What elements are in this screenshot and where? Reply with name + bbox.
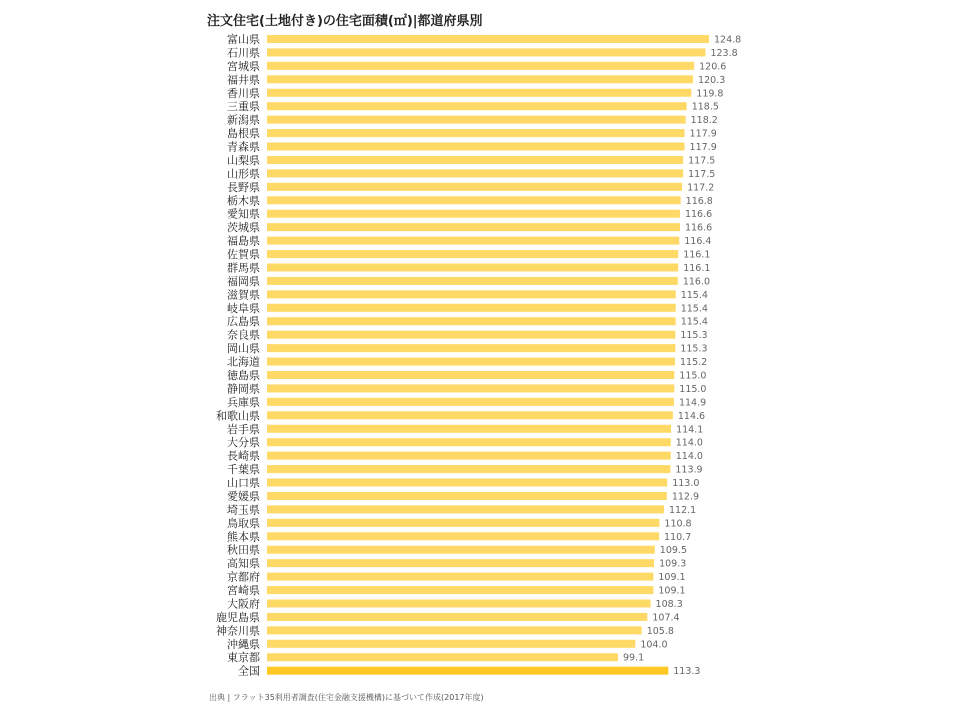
bar — [267, 532, 659, 540]
value-label: 114.0 — [675, 451, 703, 463]
value-label: 112.9 — [671, 491, 700, 503]
category-label: 茨城県 — [227, 221, 260, 235]
value-label: 117.5 — [688, 155, 716, 167]
value-label: 115.2 — [680, 357, 708, 369]
bar — [267, 344, 675, 352]
bar — [267, 35, 709, 43]
bar — [267, 250, 678, 258]
value-label: 114.0 — [675, 437, 703, 449]
category-label: 青森県 — [227, 140, 260, 154]
category-label: 鳥取県 — [227, 516, 260, 530]
category-label: 秋田県 — [227, 543, 260, 557]
category-label: 三重県 — [227, 100, 260, 114]
value-label: 105.8 — [646, 625, 674, 637]
category-label: 和歌山県 — [216, 409, 260, 423]
category-label: 全国 — [238, 664, 260, 678]
value-label: 116.1 — [683, 249, 711, 261]
category-label: 徳島県 — [227, 369, 260, 382]
category-label: 岐阜県 — [227, 301, 260, 315]
bar — [267, 559, 654, 567]
category-label: 香川県 — [227, 86, 260, 100]
value-label: 118.5 — [691, 101, 719, 113]
bar — [267, 438, 671, 446]
value-label: 119.8 — [696, 88, 724, 100]
value-label: 109.3 — [659, 558, 687, 570]
value-label: 115.4 — [680, 289, 708, 301]
bar — [267, 317, 676, 325]
value-label: 120.3 — [698, 74, 726, 86]
value-label: 109.1 — [658, 572, 686, 584]
value-label: 120.6 — [699, 61, 727, 73]
category-label: 福島県 — [227, 234, 260, 248]
value-label: 110.7 — [664, 531, 692, 543]
category-label: 北海道 — [227, 355, 260, 369]
category-label: 長崎県 — [227, 449, 260, 463]
value-label: 115.0 — [679, 370, 707, 382]
value-label: 116.0 — [682, 276, 711, 288]
category-label: 京都府 — [227, 570, 260, 584]
category-label: 埼玉県 — [227, 503, 260, 517]
chart-title: 注文住宅(土地付き)の住宅面積(㎡)|都道府県別 — [207, 14, 483, 29]
value-label: 115.4 — [680, 303, 708, 315]
value-label: 113.0 — [672, 478, 700, 490]
bar — [267, 465, 670, 473]
category-label: 熊本県 — [227, 530, 260, 544]
bar-national — [267, 667, 668, 675]
category-label: 大阪府 — [227, 597, 260, 611]
bar — [267, 613, 647, 621]
category-label: 滋賀県 — [227, 288, 260, 302]
bar — [267, 452, 671, 460]
category-label: 富山県 — [227, 33, 260, 46]
value-label: 113.9 — [675, 464, 703, 476]
value-label: 99.1 — [622, 652, 645, 664]
bar — [267, 263, 678, 271]
bar — [267, 62, 694, 70]
value-label: 117.9 — [689, 142, 717, 154]
category-label: 福岡県 — [227, 274, 260, 288]
category-label: 神奈川県 — [216, 624, 260, 638]
bar — [267, 398, 674, 406]
value-label: 108.3 — [655, 598, 683, 610]
bar — [267, 210, 680, 218]
bar — [267, 129, 685, 137]
bar — [267, 290, 676, 298]
category-label: 石川県 — [227, 46, 260, 60]
category-label: 兵庫県 — [227, 395, 260, 409]
category-label: 岡山県 — [227, 342, 260, 356]
value-label: 115.0 — [679, 383, 707, 395]
category-label: 愛媛県 — [227, 489, 260, 503]
category-label: 広島県 — [227, 315, 260, 329]
value-label: 114.6 — [677, 410, 706, 422]
category-label: 栃木県 — [227, 194, 260, 208]
category-label: 岩手県 — [227, 422, 260, 436]
value-label: 116.1 — [683, 262, 711, 274]
category-label: 福井県 — [227, 73, 260, 87]
bar — [267, 156, 683, 164]
bar — [267, 116, 686, 124]
category-label: 島根県 — [227, 127, 260, 141]
value-label: 109.5 — [659, 545, 688, 557]
bar — [267, 89, 691, 97]
bar — [267, 223, 680, 231]
category-label: 愛知県 — [227, 207, 260, 221]
value-label: 117.9 — [689, 128, 717, 140]
value-label: 116.6 — [684, 222, 713, 234]
value-label: 107.4 — [652, 612, 680, 624]
value-label: 123.8 — [710, 47, 738, 59]
bar — [267, 75, 693, 83]
bar — [267, 586, 653, 594]
category-label: 静岡県 — [227, 382, 260, 396]
value-label: 117.5 — [688, 168, 716, 180]
value-label: 115.3 — [680, 330, 708, 342]
category-label: 山梨県 — [227, 153, 260, 167]
bar — [267, 102, 687, 110]
category-label: 宮崎県 — [227, 584, 260, 598]
value-label: 110.8 — [664, 518, 692, 530]
category-label: 群馬県 — [227, 261, 260, 275]
bar — [267, 479, 667, 487]
category-label: 佐賀県 — [227, 248, 260, 262]
bar — [267, 640, 635, 648]
bar — [267, 546, 655, 554]
value-label: 116.8 — [685, 195, 713, 207]
bar — [267, 48, 705, 56]
source-note: 出典 | フラット35利用者調査(住宅金融支援機構)に基づいて作成(2017年度) — [209, 693, 484, 702]
bar — [267, 505, 664, 513]
value-label: 114.1 — [676, 424, 704, 436]
category-label: 新潟県 — [227, 113, 260, 127]
bar — [267, 425, 671, 433]
bar — [267, 143, 685, 151]
value-label: 118.2 — [690, 115, 718, 127]
category-label: 千葉県 — [227, 463, 260, 477]
category-label: 高知県 — [227, 557, 260, 571]
bar — [267, 358, 675, 366]
bar — [267, 626, 642, 634]
category-label: 鹿児島県 — [216, 610, 260, 624]
category-label: 長野県 — [227, 180, 260, 194]
bar — [267, 492, 667, 500]
bar — [267, 169, 683, 177]
bar — [267, 237, 679, 245]
value-label: 112.1 — [669, 504, 697, 516]
value-label: 115.4 — [680, 316, 708, 328]
bar — [267, 371, 674, 379]
bar — [267, 277, 678, 285]
bar — [267, 183, 682, 191]
category-label: 奈良県 — [227, 328, 260, 342]
category-label: 沖縄県 — [227, 637, 260, 651]
value-label: 124.8 — [714, 34, 742, 46]
bar — [267, 411, 673, 419]
category-label: 大分県 — [227, 436, 260, 450]
value-label: 115.3 — [680, 343, 708, 355]
bar — [267, 573, 653, 581]
category-label: 山形県 — [227, 167, 260, 181]
bar — [267, 384, 674, 392]
category-label: 山口県 — [227, 476, 260, 490]
bar — [267, 196, 681, 204]
category-label: 宮城県 — [227, 59, 260, 73]
bar — [267, 599, 651, 607]
value-label: 104.0 — [640, 639, 668, 651]
category-label: 東京都 — [227, 651, 260, 665]
bar — [267, 304, 676, 312]
bar — [267, 519, 659, 527]
value-label: 113.3 — [673, 666, 701, 678]
value-label: 109.1 — [658, 585, 686, 597]
value-label: 116.4 — [684, 236, 712, 248]
value-label: 114.9 — [678, 397, 707, 409]
value-label: 116.6 — [684, 209, 713, 221]
bar — [267, 331, 675, 339]
value-label: 117.2 — [687, 182, 715, 194]
bar — [267, 653, 618, 661]
